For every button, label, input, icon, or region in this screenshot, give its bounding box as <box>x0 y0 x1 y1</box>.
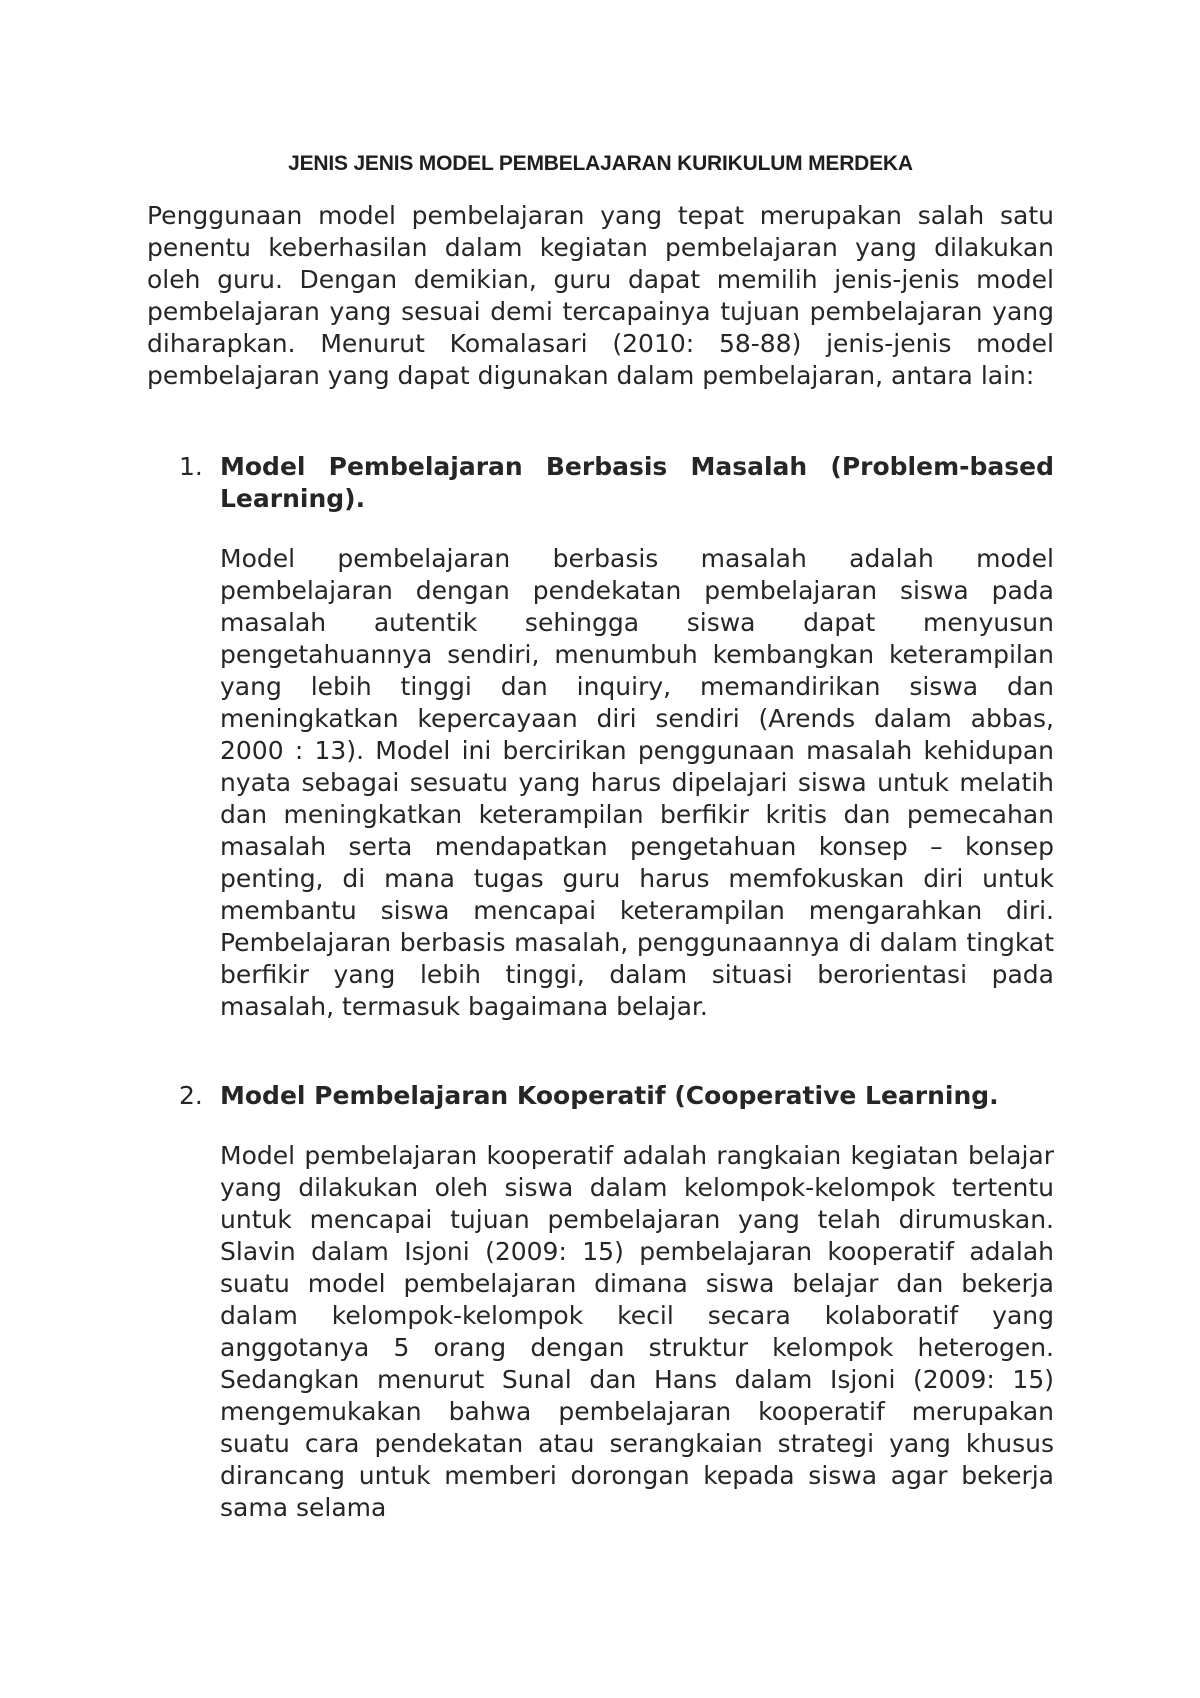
list-item-number: 2. <box>179 1081 203 1110</box>
document-title: JENIS JENIS MODEL PEMBELAJARAN KURIKULUM MERDEKA <box>288 152 913 175</box>
list-item <box>147 1080 1054 1524</box>
list-item-heading: Model Pembelajaran Berbasis Masalah (Problem-based Learning). <box>220 452 1054 513</box>
list-item-heading: Model Pembelajaran Kooperatif (Cooperative Learning. <box>220 1081 999 1110</box>
list-item-number: 1. <box>179 452 203 481</box>
intro-paragraph: Penggunaan model pembelajaran yang tepat merupakan salah satu penentu keberhasilan dalam kegiatan pembelajaran yang dilakukan oleh guru. Dengan demikian, guru dapat memilih jenis-jenis model pembelajaran yang sesuai demi tercapainya tujuan pembelajaran yang diharapkan. Menurut Komalasari (2010: 58-88) jenis-jenis model pembelajaran yang dapat digunakan dalam pembelajaran, antara lain: <box>147 201 1054 390</box>
list-item <box>147 451 1054 1023</box>
list-item-body: Model pembelajaran kooperatif adalah rangkaian kegiatan belajar yang dilakukan oleh siswa dalam kelompok-kelompok tertentu untuk mencapai tujuan pembelajaran yang telah dirumuskan. Slavin dalam Isjoni (2009: 15) pembelajaran kooperatif adalah suatu model pembelajaran dimana siswa belajar dan bekerja dalam kelompok-kelompok kecil secara kolaboratif yang anggotanya 5 orang dengan struktur kelompok heterogen. Sedangkan menurut Sunal dan Hans dalam Isjoni (2009: 15) mengemukakan bahwa pembelajaran kooperatif merupakan suatu cara pendekatan atau serangkaian strategi yang khusus dirancang untuk memberi dorongan kepada siswa agar bekerja sama selama <box>220 1141 1054 1522</box>
list-item-body: Model pembelajaran berbasis masalah adalah model pembelajaran dengan pendekatan pembelajaran siswa pada masalah autentik sehingga siswa dapat menyusun pengetahuannya sendiri, menumbuh kembangkan keterampilan yang lebih tinggi dan inquiry, memandirikan siswa dan meningkatkan kepercayaan diri sendiri (Arends dalam abbas, 2000 : 13). Model ini bercirikan penggunaan masalah kehidupan nyata sebagai sesuatu yang harus dipelajari siswa untuk melatih dan meningkatkan keterampilan berfikir kritis dan pemecahan masalah serta mendapatkan pengetahuan konsep – konsep penting, di mana tugas guru harus memfokuskan diri untuk membantu siswa mencapai keterampilan mengarahkan diri. Pembelajaran berbasis masalah, penggunaannya di dalam tingkat berfikir yang lebih tinggi, dalam situasi berorientasi pada masalah, termasuk bagaimana belajar. <box>220 544 1054 1021</box>
